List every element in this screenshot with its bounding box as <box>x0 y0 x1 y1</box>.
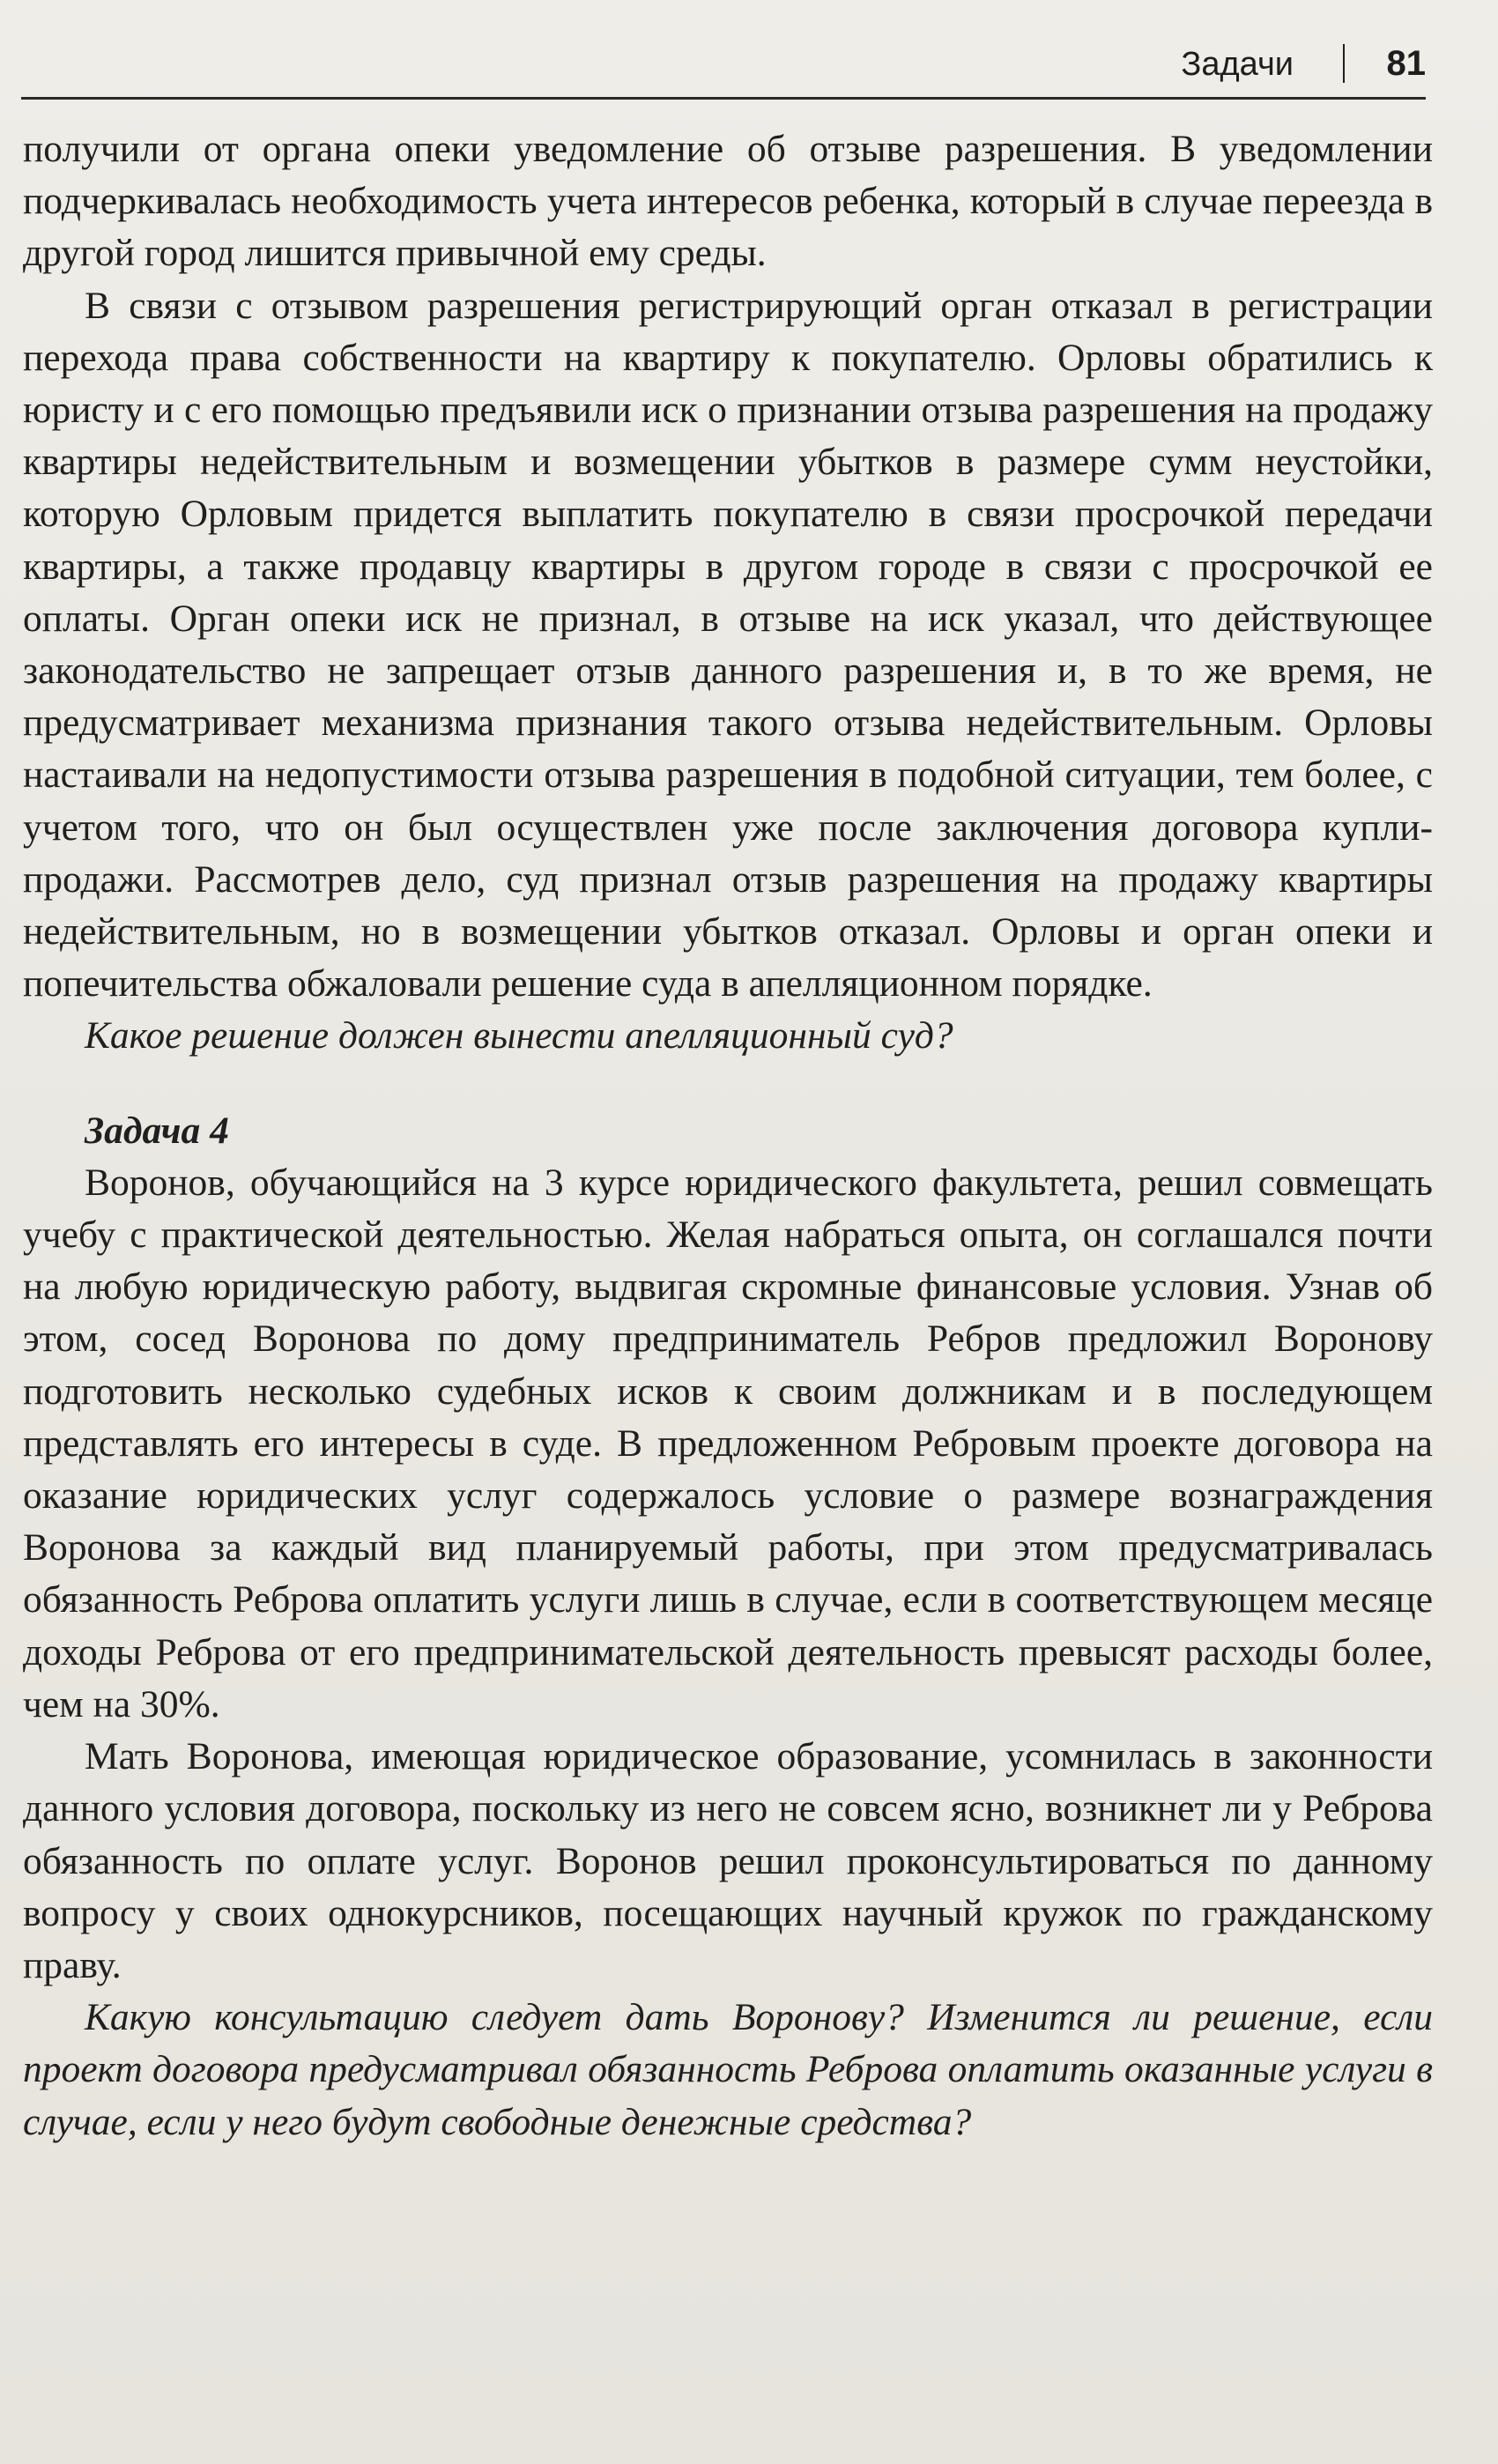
task-question: Какую консультацию следует дать Воронову? Изменится ли решение, если проект договора предусматривал обязанность Реброва оплатить оказанные услуги в случае, если у него будут свободные денежные средства? <box>23 1996 1433 2143</box>
paragraph: Воронов, обучающийся на 3 курсе юридического факультета, решил совмещать учебу с практической деятельностью. Желая набраться опыта, он соглашался почти на любую юридическую работу, выдвигая скромные финансовые условия. Узнав об этом, сосед Воронова по дому предприниматель Ребров предложил Воронову подготовить несколько судебных исков к своим должникам и в последующем представлять его интересы в суде. В предложенном Ребровым проекте договора на оказание юридических услуг содержалось условие о размере вознаграждения Воронова за каждый вид планируемый работы, при этом предусматривалась обязанность Реброва оплатить услуги лишь в случае, если в соответствующем месяце доходы Реброва от его предпринимательской деятельность превысят расходы более, чем на 30%. <box>23 1161 1433 1726</box>
running-header <box>21 35 1426 100</box>
task-question: Какое решение должен вынести апелляционный суд? <box>85 1014 953 1058</box>
header-section-title: Задачи <box>1181 46 1294 83</box>
paragraph-continuation: получили от органа опеки уведомление об отзыве разрешения. В уведомлении подчеркивалась необходимость учета интересов ребенка, который в случае переезда в другой город лишится привычной ему среды. <box>23 128 1433 275</box>
page-body <box>23 123 1433 2149</box>
header-separator <box>1343 44 1345 83</box>
paragraph: Мать Воронова, имеющая юридическое образование, усомнилась в законности данного условия договора, поскольку из него не совсем ясно, возникнет ли у Реброва обязанность по оплате услуг. Воронов решил проконсультироваться по данному вопросу у своих однокурсников, посещающих научный кружок по гражданскому праву. <box>23 1735 1433 1986</box>
page-number: 81 <box>1386 44 1426 83</box>
paragraph: В связи с отзывом разрешения регистрирующий орган отказал в регистрации перехода права собственности на квартиру к покупателю. Орловы обратились к юристу и с его помощью предъявили иск о признании отзыва разрешения на продажу квартиры недействительным и возмещении убытков в размере сумм неустойки, которую Орловым придется выплатить покупателю в связи просрочкой передачи квартиры, а также продавцу квартиры в другом городе в связи с просрочкой ее оплаты. Орган опеки иск не признал, в отзыве на иск указал, что действующее законодательство не запрещает отзыв данного разрешения и, в то же время, не предусматривает механизма признания такого отзыва недействительным. Орловы настаивали на недопустимости отзыва разрешения в подобной ситуации, тем более, с учетом того, что он был осуществлен уже после заключения договора купли-продажи. Рассмотрев дело, суд признал отзыв разрешения на продажу квартиры недействительным, но в возмещении убытков отказал. Орловы и орган опеки и попечительства обжаловали решение суда в апелляционном порядке. <box>23 284 1433 1006</box>
task-heading: Задача 4 <box>85 1109 229 1152</box>
